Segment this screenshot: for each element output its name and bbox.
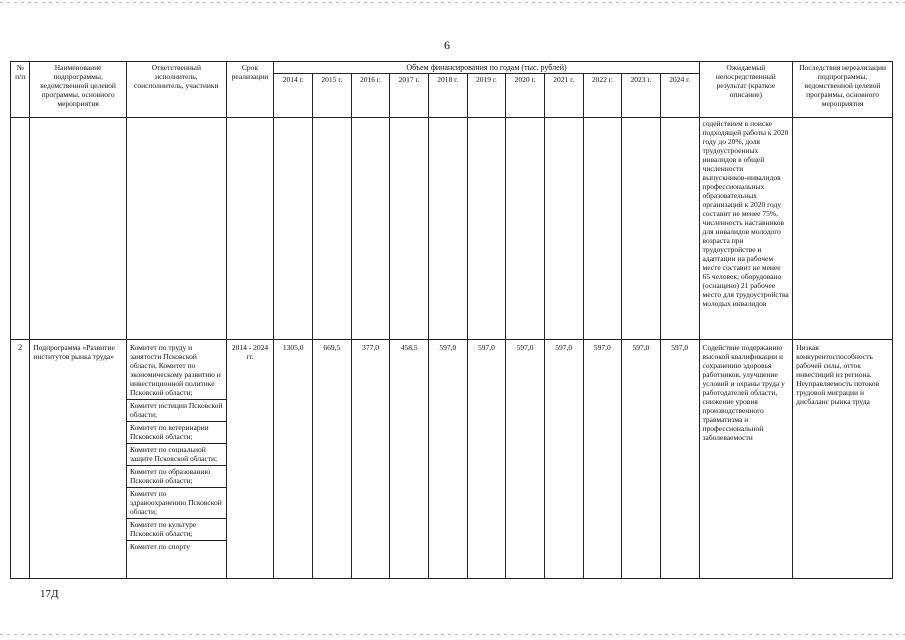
funding-value: 597,0 — [544, 340, 583, 579]
cell — [467, 118, 506, 340]
header-year: 2017 г. — [390, 74, 429, 118]
cell — [30, 118, 127, 340]
footer-code: 17Д — [40, 588, 59, 600]
program-name-cell: Подпрограмма «Развитие институтов рынка труда» — [30, 340, 127, 579]
header-consequences: Последствия нереализации подпрограммы, ведомственной целевой программы, основного мероприятия — [793, 62, 893, 118]
header-year: 2020 г. — [506, 74, 545, 118]
cell — [660, 118, 699, 340]
cell — [11, 118, 30, 340]
cell — [622, 118, 661, 340]
funding-value: 597,0 — [622, 340, 661, 579]
header-name: Наименование подпрограммы, ведомственной целевой программы, основного мероприятия — [30, 62, 127, 118]
cell — [583, 118, 622, 340]
executor-item: Комитет по социальной защите Псковской области; — [127, 444, 226, 466]
program-table — [10, 61, 893, 579]
funding-value: 597,0 — [467, 340, 506, 579]
header-year: 2015 г. — [313, 74, 352, 118]
header-year: 2024 г. — [660, 74, 699, 118]
funding-value: 669,5 — [313, 340, 352, 579]
cell — [126, 118, 226, 340]
row-number: 2 — [11, 340, 30, 579]
cell — [793, 118, 893, 340]
cell — [313, 118, 352, 340]
header-funding: Объем финансирования по годам (тыс. рублей) — [274, 62, 699, 74]
funding-value: 458,5 — [390, 340, 429, 579]
executor-item: Комитет по труду и занятости Псковской области, Комитет по экономическому развитию и инвестиционной политике Псковской области; — [127, 343, 226, 400]
cell — [390, 118, 429, 340]
header-year: 2021 г. — [544, 74, 583, 118]
header-year: 2016 г. — [351, 74, 390, 118]
header-expected: Ожидаемый непосредственный результат (краткое описание) — [699, 62, 793, 118]
header-year: 2018 г. — [428, 74, 467, 118]
funding-value: 597,0 — [583, 340, 622, 579]
executor-item: Комитет по ветеринарии Псковской области; — [127, 422, 226, 444]
executors-cell — [126, 340, 226, 579]
funding-value: 597,0 — [660, 340, 699, 579]
expected-result-cell: содействием в поиске подходящей работы к 2020 году до 20%, доля трудоустроенных инвалидов в общей численности выпускников-инвалидов профессиональных образовательных организаций к 2020 году составит не менее 75%, численность наставников для инвалидов молодого возраста при трудоустройстве и адаптации на рабочем месте составит не менее 65 человек; оборудовано (оснащено) 21 рабочее место для трудоустройства молодых инвалидов — [699, 118, 793, 340]
consequences-cell: Низкая конкурентоспособность рабочей силы, отток инвестиций из региона. Неуправляемость потоков трудовой миграции и дисбаланс рынка труда — [793, 340, 893, 579]
cell — [274, 118, 313, 340]
expected-result-cell: Содействие подержанию высокой квалификации и сохранению здоровья работников, улучшение условий и охраны труда у работодателей области, снижение уровня производственного травматизма и профессиональной заболеваемости — [699, 340, 793, 579]
executor-item: Комитет по культуре Псковской области; — [127, 519, 226, 541]
header-year: 2023 г. — [622, 74, 661, 118]
cell — [351, 118, 390, 340]
table-row-continued — [11, 118, 893, 340]
executor-item: Комитет по здравоохранению Псковской области; — [127, 488, 226, 519]
header-year: 2014 г. — [274, 74, 313, 118]
scan-edge-top — [0, 2, 905, 3]
funding-value: 597,0 — [506, 340, 545, 579]
executor-item: Комитет по спорту — [129, 542, 191, 551]
page-number: 6 — [444, 38, 450, 52]
funding-value: 597,0 — [428, 340, 467, 579]
header-term: Срок реализации — [226, 62, 274, 118]
cell — [226, 118, 274, 340]
scan-edge-bottom — [0, 634, 905, 635]
table-row-2 — [11, 340, 893, 579]
cell — [544, 118, 583, 340]
header-year: 2019 г. — [467, 74, 506, 118]
executor-item: Комитет юстиции Псковской области; — [127, 400, 226, 422]
header-executor: Ответственный исполнитель, соисполнитель, участники — [126, 62, 226, 118]
executor-item: Комитет по образованию Псковской области; — [127, 466, 226, 488]
cell — [428, 118, 467, 340]
term-cell: 2014 - 2024 гг. — [226, 340, 274, 579]
cell — [506, 118, 545, 340]
header-year: 2022 г. — [583, 74, 622, 118]
header-num: № п/п — [11, 62, 30, 118]
funding-value: 1305,0 — [274, 340, 313, 579]
funding-value: 377,0 — [351, 340, 390, 579]
